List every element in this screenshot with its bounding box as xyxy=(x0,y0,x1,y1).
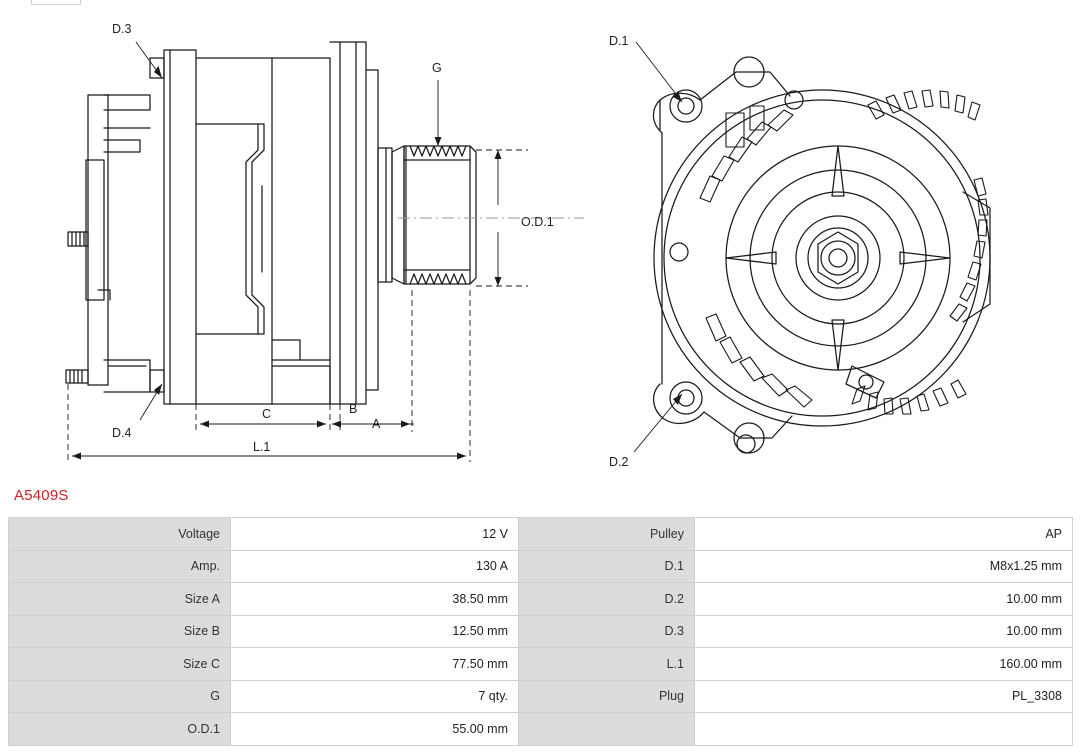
table-row xyxy=(9,680,1073,713)
table-row xyxy=(9,550,1073,583)
label-a: A xyxy=(372,417,381,431)
spec-value: 38.50 mm xyxy=(231,583,519,616)
label-l1: L.1 xyxy=(253,440,271,454)
spec-value: 7 qty. xyxy=(231,680,519,713)
spec-value: 55.00 mm xyxy=(231,713,519,746)
label-od1: O.D.1 xyxy=(521,215,554,229)
spec-label-2: Plug xyxy=(519,680,695,713)
label-d4: D.4 xyxy=(112,426,132,440)
spec-value-2: PL_3308 xyxy=(695,680,1073,713)
spec-label-2: D.2 xyxy=(519,583,695,616)
spec-label: Amp. xyxy=(9,550,231,583)
spec-value: 12 V xyxy=(231,518,519,551)
spec-value: 130 A xyxy=(231,550,519,583)
spec-label: Size A xyxy=(9,583,231,616)
spec-value-2: 10.00 mm xyxy=(695,583,1073,616)
table-row xyxy=(9,518,1073,551)
spec-value-2: AP xyxy=(695,518,1073,551)
spec-value-2: 10.00 mm xyxy=(695,615,1073,648)
table-row xyxy=(9,615,1073,648)
table-row xyxy=(9,713,1073,746)
table-row xyxy=(9,583,1073,616)
spec-value-2: M8x1.25 mm xyxy=(695,550,1073,583)
spec-label-2: L.1 xyxy=(519,648,695,681)
table-row xyxy=(9,648,1073,681)
spec-label-2: D.1 xyxy=(519,550,695,583)
spec-label: Voltage xyxy=(9,518,231,551)
spec-label-empty xyxy=(519,713,695,746)
spec-label: O.D.1 xyxy=(9,713,231,746)
label-d2: D.2 xyxy=(609,455,629,469)
spec-value-empty xyxy=(695,713,1073,746)
spec-label: Size B xyxy=(9,615,231,648)
spec-label: G xyxy=(9,680,231,713)
spec-label: Size C xyxy=(9,648,231,681)
label-d1: D.1 xyxy=(609,34,629,48)
spec-label-2: D.3 xyxy=(519,615,695,648)
spec-label-2: Pulley xyxy=(519,518,695,551)
spec-value-2: 160.00 mm xyxy=(695,648,1073,681)
part-number: A5409S xyxy=(14,487,69,504)
specifications-table xyxy=(8,517,1073,746)
spec-value: 77.50 mm xyxy=(231,648,519,681)
label-d3: D.3 xyxy=(112,22,132,36)
label-c: C xyxy=(262,407,272,421)
label-g: G xyxy=(432,61,442,75)
label-b: B xyxy=(349,402,358,416)
spec-value: 12.50 mm xyxy=(231,615,519,648)
